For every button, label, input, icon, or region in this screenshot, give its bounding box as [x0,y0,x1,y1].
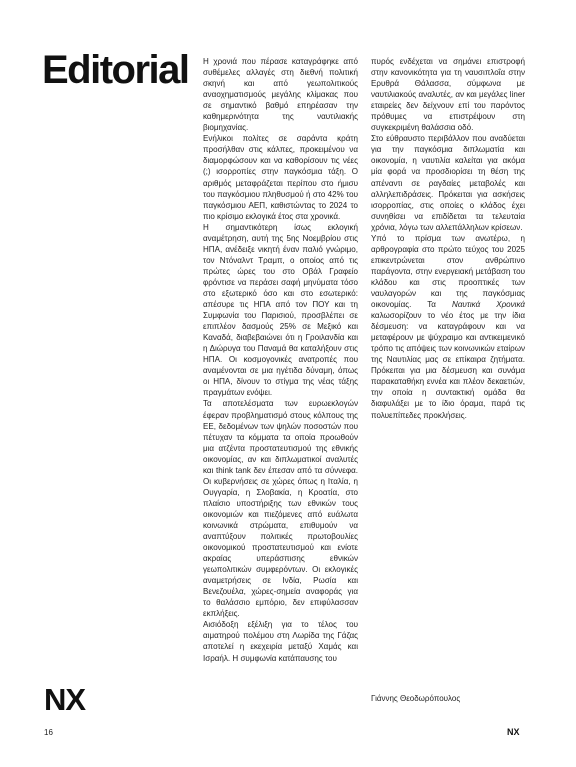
article-column-2 [371,56,525,421]
paragraph: Τα αποτελέσματα των ευρωεκλογών έφεραν προβληματισμό στους κόλπους της ΕΕ, δεδομένων των ψηλών ποσοστών που πέτυχαν τα κόμματα τα οποία προωθούν μια ατζέντα προστατευτισμού της εθνικής οικονομίας, αν και διπλωματικοί αναλυτές και think tank δεν έπεσαν από τα σύννεφα. Οι κυβερνήσεις σε χώρες όπως η Ιταλία, η Ουγγαρία, η Σλοβακία, η Κροατία, στο πλαίσιο υποστήριξης των εθνικών τους οικονομιών και πιεζόμενες από ευάλωτα κοινωνικά στρώματα, επιθυμούν να αναπτύξουν πολιτικές πρωτοβουλίες οικονομικού προστατευτισμού και ενίοτε ακραίας υπεράσπισης εθνικών γεωπολιτικών συμφερόντων. Οι εκλογικές αναμετρήσεις σε Ινδία, Ρωσία και Βενεζουέλα, χώρες-σημεία αναφοράς για το θαλάσσιο εμπόριο, δεν επιφύλασσαν εκπλήξεις. [203,399,358,619]
page-number: 16 [44,728,53,737]
paragraph: Ενήλικοι πολίτες σε σαράντα κράτη προσήλθαν στις κάλπες, προκειμένου να διαμορφώσουν και να καθορίσουν τις νέες (;) ισορροπίες στην παγκόσμια τάξη. Ο αριθμός μεταφράζεται περίπου στο ήμισυ του παγκόσμιου πληθυσμού ή στο 42% του παγκόσμιου ΑΕΠ, καθιστώντας το 2024 το πιο κρίσιμο εκλογικά έτος στα χρονικά. [203,134,358,221]
author-signature: Γιάννης Θεοδωρόπουλος [371,694,461,703]
paragraph-text: Υπό το πρίσμα των ανωτέρω, η αρθρογραφία στο πρώτο τεύχος του 2025 επικεντρώνεται στον ανθρώπινο παράγοντα, στην ενεργειακή μετάβαση του κλάδου και στις προοπτικές των ναυλαγορών και της παγκόσμιας οικονομίας. Τα [371,233,525,310]
footer-nx-logo: NX [507,727,520,737]
magazine-name: Ναυτικά Χρονικά [452,300,525,310]
paragraph-text: καλωσορίζουν το νέο έτος με την ίδια δέσμευση: να καταγράφουν και να μεταφέρουν με ψύχραιμο και αντικειμενικό τρόπο τις απόψεις των κοινωνικών εταίρων της Ναυτιλίας μας σε επίκαιρα ζητήματα. Πρόκειται για μια δέσμευση και συνάμα παρακαταθήκη εννέα και πλέον δεκαετιών, την οποία η συντακτική ομάδα θα διαφυλάξει με το ίδιο όραμα, παρά τις πολυεπίπεδες προκλήσεις. [371,311,525,420]
article-column-1 [203,56,358,664]
nx-logo: NX [44,682,86,717]
paragraph: Στο εύθραυστο περιβάλλον που αναδύεται για την παγκόσμια διπλωματία και οικονομία, η ναυτιλία καλείται για ακόμα μία φορά να προσδιορίσει τη θέση της απέναντι σε ραγδαίες μεταβολές και αλληλεπιδράσεις. Πρόκειται για ασκήσεις ισορροπίας, στις οποίες ο κλάδος έχει συνηθίσει να επιδίδεται τα τελευταία χρόνια, λόγω των αλλεπάλληλων κρίσεων. [371,134,525,232]
paragraph: Αισιόδοξη εξέλιξη για το τέλος του αιματηρού πολέμου στη Λωρίδα της Γάζας αποτελεί η εκεχειρία μεταξύ Χαμάς και Ισραήλ. Η συμφωνία κατάπαυσης του [203,620,358,663]
page-title: Editorial [42,48,189,92]
paragraph [371,233,525,421]
paragraph: πυρός ενδέχεται να σημάνει επιστροφή στην κανονικότητα για τη ναυσιπλοΐα στην Ερυθρά Θάλασσα, σύμφωνα με ναυτιλιακούς αναλυτές, αν και μεγάλες liner εταιρείες δεν δείχνουν επί του παρόντος πρόθυμες να επιστρέψουν στη συγκεκριμένη θαλάσσια οδό. [371,57,525,133]
paragraph: Η χρονιά που πέρασε καταγράφηκε από συθέμελες αλλαγές στη διεθνή πολιτική σκηνή και από γεωπολιτικούς αναοχηματισμούς μεγάλης κλίμακας που σε σημαντικό βαθμό επηρέασαν την καθημερινότητα της ναυτιλιακής βιομηχανίας. [203,57,358,133]
paragraph: Η σημαντικότερη ίσως εκλογική αναμέτρηση, αυτή της 5ης Νοεμβρίου στις ΗΠΑ, ανέδειξε νικητή έναν παλιό γνώριμο, τον Ντόναλντ Τραμπ, ο οποίος από τις πρώτες ώρες του στο Οβάλ Γραφείο φρόντισε να περάσει σαφή μηνύματα τόσο στο εξωτερικό όσο και στο εσωτερικό: απέσυρε τις ΗΠΑ από τον ΠΟΥ και τη Συμφωνία του Παρισιού, προσβλέπει σε επιπλέον δασμούς 25% σε Μεξικό και Καναδά, διαβεβαιώνει ότι η Γροιλανδία και η Διώρυγα του Παναμά θα καταλήξουν στις ΗΠΑ. Οι κοσμογονικές ανατροπές που αναμένονται σε μια ηγέτιδα δύναμη, όπως οι ΗΠΑ, δίνουν το στίγμα της νέας τάξης πραγμάτων ενόψει. [203,222,358,398]
